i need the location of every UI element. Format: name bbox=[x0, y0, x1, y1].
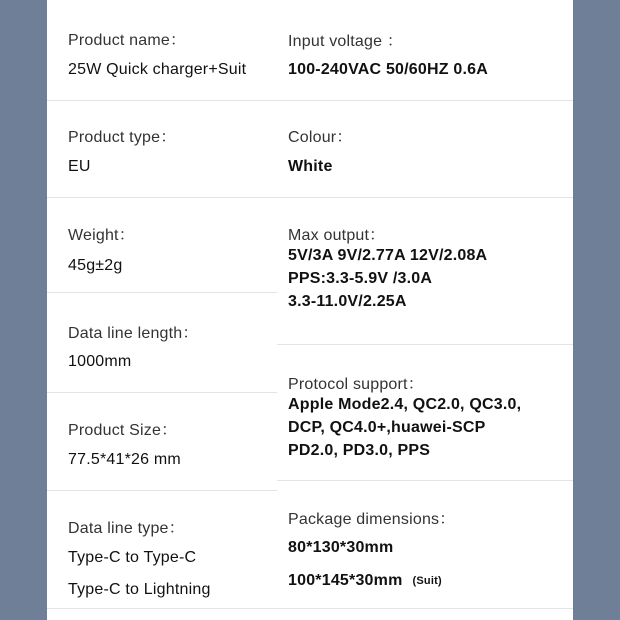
max-output-label: Max output： bbox=[288, 227, 386, 244]
product-type-label: Product type： bbox=[68, 129, 177, 146]
data-line-type-label: Data line type： bbox=[68, 520, 185, 537]
input-voltage-value: 100-240VAC 50/60HZ 0.6A bbox=[288, 61, 488, 78]
divider bbox=[277, 608, 573, 609]
left-spec-column bbox=[47, 0, 277, 620]
divider bbox=[277, 344, 573, 345]
weight-label: Weight： bbox=[68, 227, 135, 244]
max-output-value-3: 3.3-11.0V/2.25A bbox=[288, 293, 407, 310]
divider bbox=[47, 292, 277, 293]
package-dimensions-value-2 bbox=[288, 569, 442, 593]
data-line-length-label: Data line length： bbox=[68, 325, 199, 342]
weight-value: 45g±2g bbox=[68, 257, 123, 274]
right-spec-column bbox=[277, 0, 573, 620]
divider bbox=[277, 197, 573, 198]
divider bbox=[47, 100, 277, 101]
package-dimensions-suit-value: 100*145*30mm bbox=[288, 572, 403, 589]
product-size-value: 77.5*41*26 mm bbox=[68, 451, 181, 468]
product-name-value: 25W Quick charger+Suit bbox=[68, 61, 247, 78]
max-output-value-2: PPS:3.3-5.9V /3.0A bbox=[288, 270, 433, 287]
protocol-support-value-3: PD2.0, PD3.0, PPS bbox=[288, 442, 431, 459]
data-line-type-value-1: Type-C to Type-C bbox=[68, 549, 197, 566]
divider bbox=[47, 392, 277, 393]
protocol-support-value-1: Apple Mode2.4, QC2.0, QC3.0, bbox=[288, 396, 522, 413]
max-output-value-1: 5V/3A 9V/2.77A 12V/2.08A bbox=[288, 247, 488, 264]
package-dimensions-value-1: 80*130*30mm bbox=[288, 539, 394, 556]
colour-value: White bbox=[288, 158, 333, 175]
protocol-support-label: Protocol support： bbox=[288, 376, 424, 393]
divider bbox=[47, 608, 277, 609]
product-size-label: Product Size： bbox=[68, 422, 178, 439]
data-line-type-value-2: Type-C to Lightning bbox=[68, 581, 211, 598]
protocol-support-value-2: DCP, QC4.0+,huawei-SCP bbox=[288, 419, 486, 436]
input-voltage-label: Input voltage ： bbox=[288, 33, 404, 50]
product-name-label: Product name： bbox=[68, 32, 187, 49]
colour-label: Colour： bbox=[288, 129, 353, 146]
data-line-length-value: 1000mm bbox=[68, 353, 132, 370]
divider bbox=[47, 197, 277, 198]
spec-card bbox=[47, 0, 573, 620]
divider bbox=[47, 490, 277, 491]
product-type-value: EU bbox=[68, 158, 91, 175]
suit-note: (Suit) bbox=[412, 575, 442, 587]
divider bbox=[277, 480, 573, 481]
divider bbox=[277, 100, 573, 101]
package-dimensions-label: Package dimensions： bbox=[288, 511, 456, 528]
